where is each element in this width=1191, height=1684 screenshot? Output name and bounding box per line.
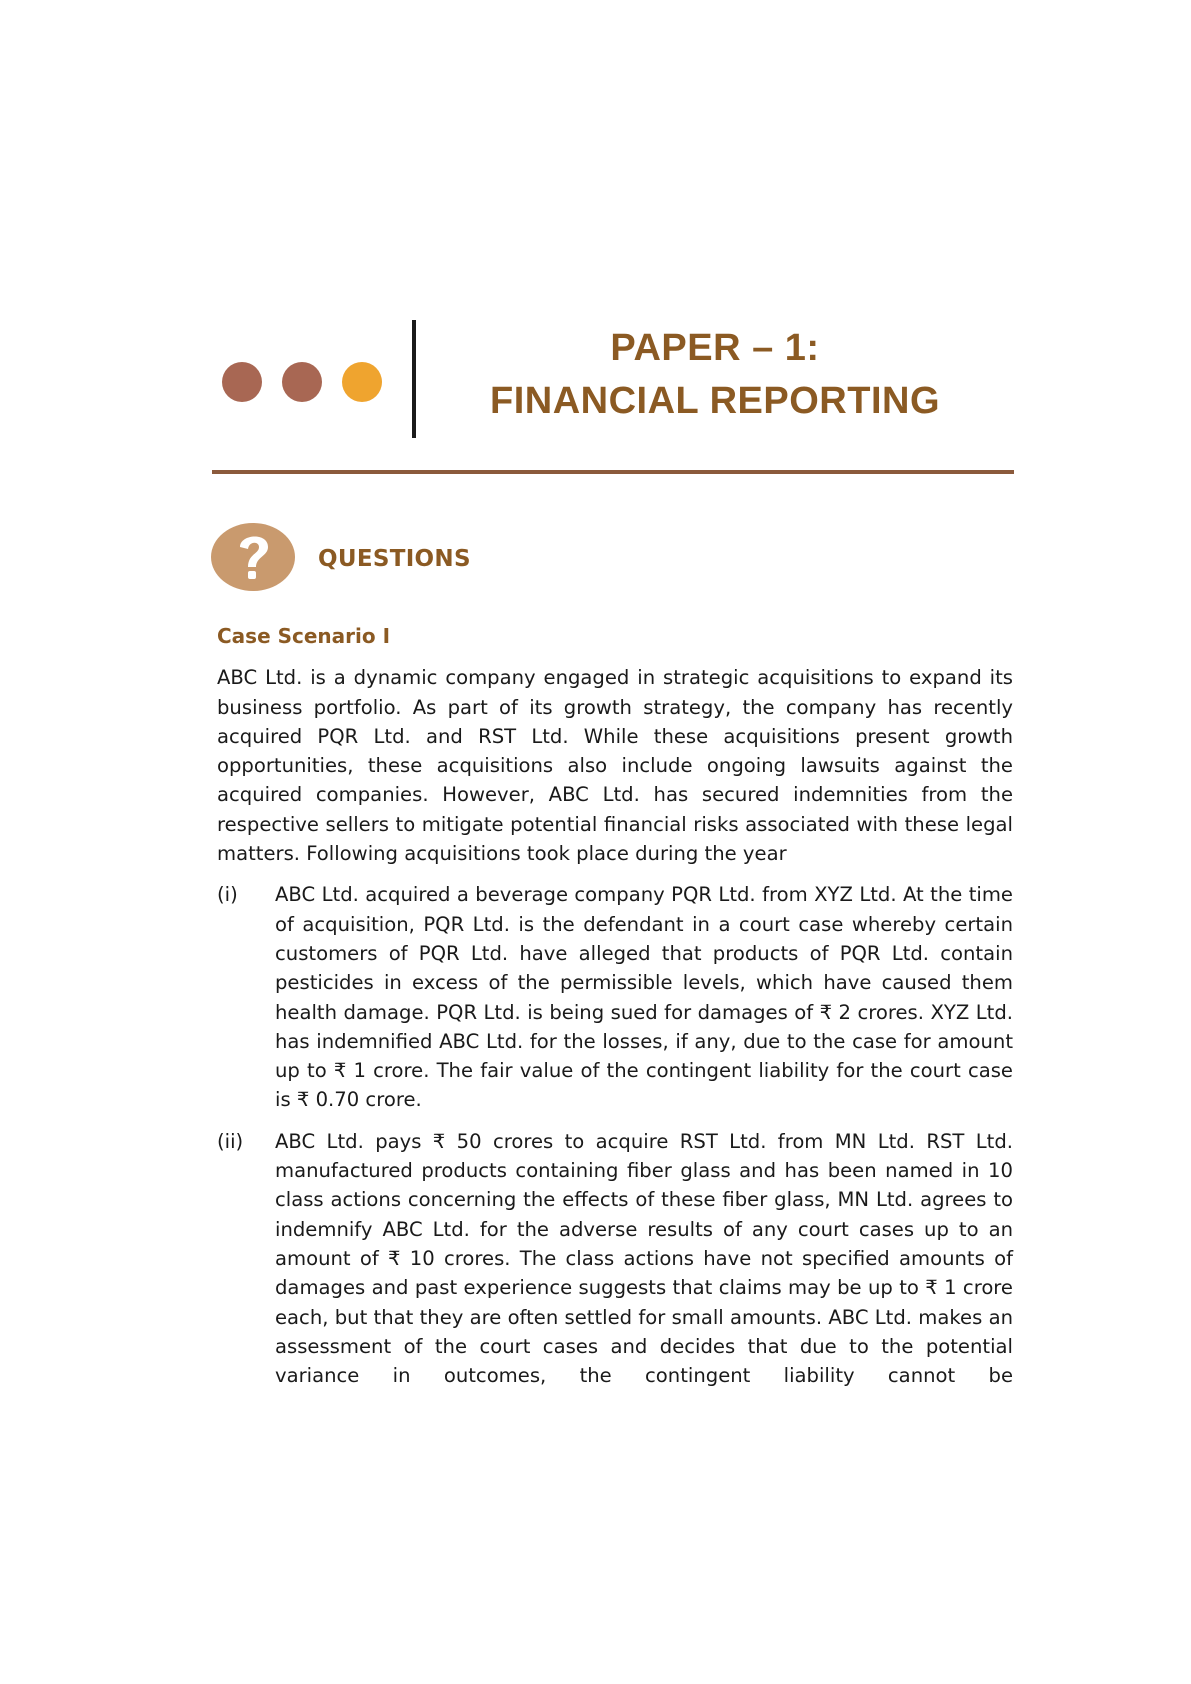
title-line-1: PAPER – 1: <box>610 327 820 369</box>
case-content <box>217 622 1013 1402</box>
list-item-text: ABC Ltd. pays ₹ 50 crores to acquire RST Ltd. from MN Ltd. RST Ltd. manufactured products containing fiber glass and has been named in 10 class actions concerning the effects of these fiber glass, MN Ltd. agrees to indemnify ABC Ltd. for the adverse results of any court cases up to an amount of ₹ 10 crores. The class actions have not specified amounts of damages and past experience suggests that claims may be up to ₹ 1 crore each, but that they are often settled for small amounts. ABC Ltd. makes an assessment of the court cases and decides that due to the potential variance in outcomes, the contingent liability cannot be <box>275 1129 1013 1388</box>
list-item <box>217 1127 1013 1391</box>
list-item <box>217 880 1013 1114</box>
list-item-number: (ii) <box>217 1129 244 1153</box>
dot-3 <box>342 362 382 402</box>
question-list <box>217 880 1013 1390</box>
questions-heading: QUESTIONS <box>318 546 471 572</box>
vertical-divider <box>412 320 416 438</box>
case-heading: Case Scenario I <box>217 624 391 648</box>
page-title <box>430 322 1000 428</box>
dot-1 <box>222 362 262 402</box>
title-line-2: FINANCIAL REPORTING <box>489 380 941 422</box>
list-item-text: ABC Ltd. acquired a beverage company PQR Ltd. from XYZ Ltd. At the time of acquisition, PQR Ltd. is the defendant in a court case whereby certain customers of PQR Ltd. have alleged that products of PQR Ltd. contain pesticides in excess of the permissible levels, which have caused them health damage. PQR Ltd. is being sued for damages of ₹ 2 crores. XYZ Ltd. has indemnified ABC Ltd. for the losses, if any, due to the case for amount up to ₹ 1 crore. The fair value of the contingent liability for the court case is ₹ 0.70 crore. <box>275 883 1013 1112</box>
header-rule <box>212 470 1014 474</box>
list-item-number: (i) <box>217 883 238 907</box>
dot-2 <box>282 362 322 402</box>
decorative-dots <box>222 362 382 402</box>
case-intro: ABC Ltd. is a dynamic company engaged in strategic acquisitions to expand its business portfolio. As part of its growth strategy, the company has recently acquired PQR Ltd. and RST Ltd. While these acquisitions present growth opportunities, these acquisitions also include ongoing lawsuits against the acquired companies. However, ABC Ltd. has secured indemnities from the respective sellers to mitigate potential financial risks associated with these legal matters. Following acquisitions took place during the year <box>217 666 1013 866</box>
question-mark-icon <box>210 522 296 597</box>
